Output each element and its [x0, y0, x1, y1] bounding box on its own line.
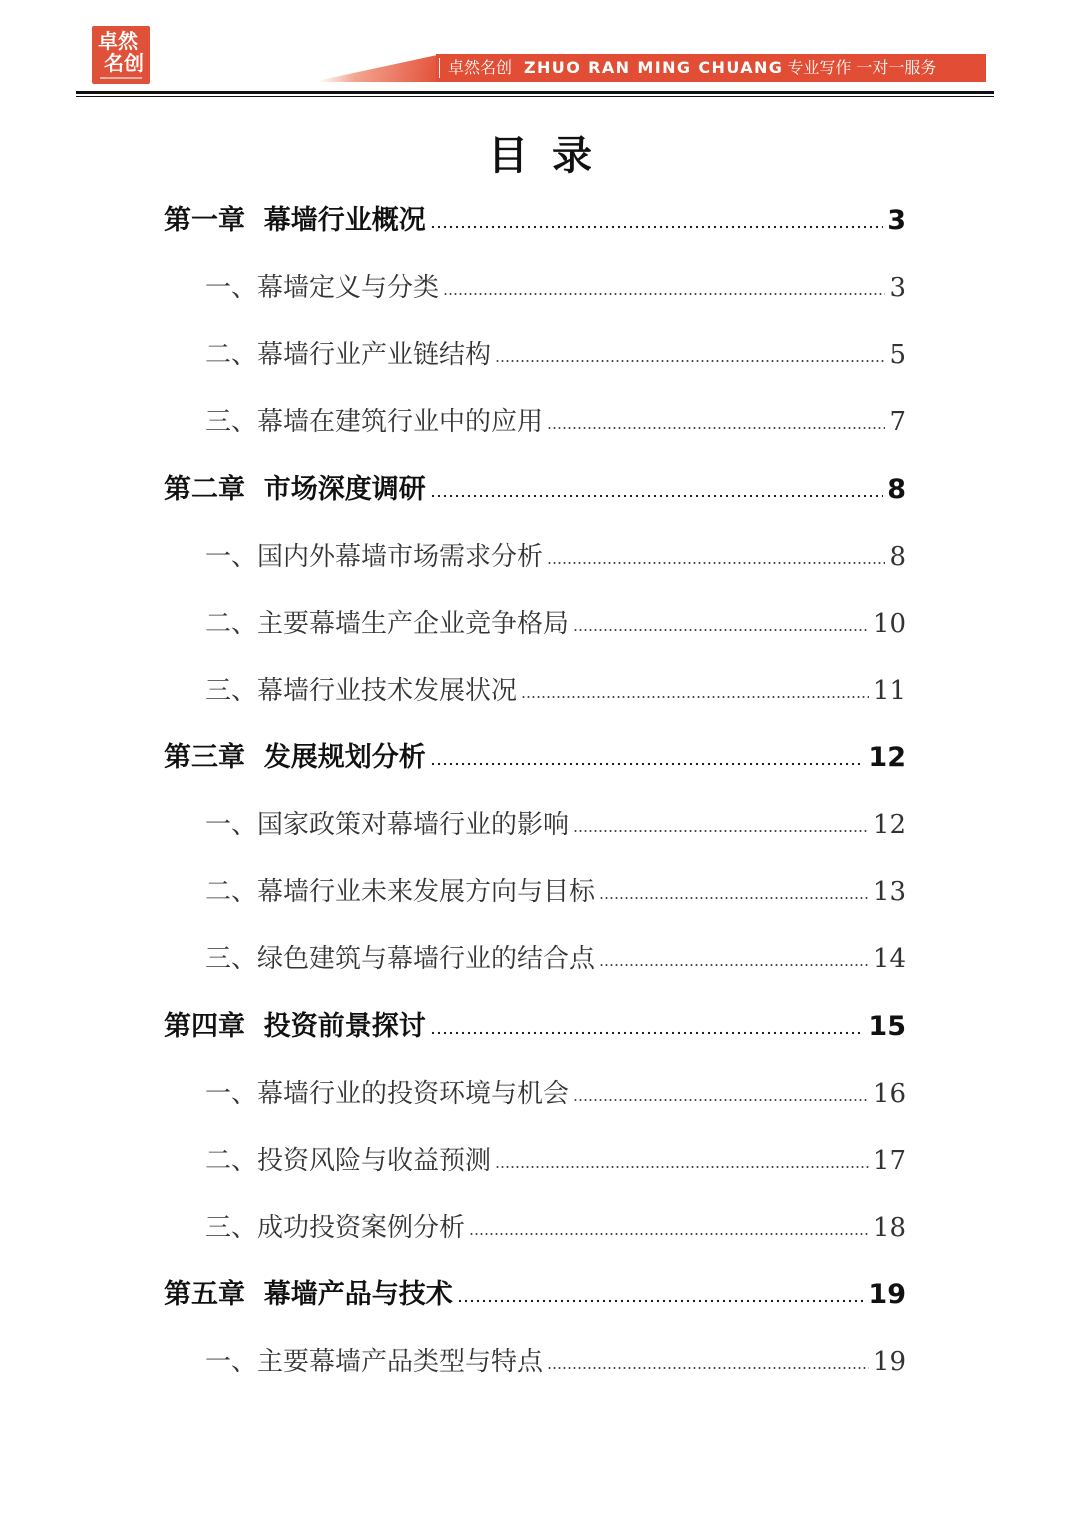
toc-page-number: 14 — [872, 944, 906, 974]
dot-leader — [457, 1298, 865, 1304]
toc-section[interactable] — [205, 673, 906, 709]
toc-section[interactable] — [205, 1344, 906, 1380]
header-rule-thin — [76, 96, 994, 97]
logo-underline — [100, 77, 142, 79]
toc-chapter[interactable] — [164, 740, 906, 776]
toc-section[interactable] — [205, 941, 906, 977]
dot-leader — [573, 1097, 869, 1103]
toc-section[interactable] — [205, 270, 906, 306]
toc-page-number: 3 — [887, 205, 906, 236]
logo-text-line2: 名创 — [104, 51, 144, 75]
dot-leader — [430, 1030, 865, 1036]
toc-chapter[interactable] — [164, 1277, 906, 1313]
toc-entry-title: 三、幕墙行业技术发展状况 — [205, 676, 518, 706]
toc-entry-title: 三、幕墙在建筑行业中的应用 — [205, 407, 544, 437]
toc-page-number: 18 — [872, 1213, 906, 1243]
toc-entry-title: 一、主要幕墙产品类型与特点 — [205, 1347, 544, 1377]
toc-page-number: 12 — [868, 742, 906, 773]
toc-section[interactable] — [205, 539, 906, 575]
header-band — [436, 54, 986, 82]
toc-entry-title: 第二章 市场深度调研 — [164, 474, 426, 505]
toc-section[interactable] — [205, 1143, 906, 1179]
dot-leader — [430, 224, 883, 230]
toc-section[interactable] — [205, 1076, 906, 1112]
toc-entry-title: 二、幕墙行业产业链结构 — [205, 340, 492, 370]
toc-entry-title: 一、国内外幕墙市场需求分析 — [205, 542, 544, 572]
header-company-cn: 卓然名创 — [448, 58, 513, 77]
toc-chapter[interactable] — [164, 1009, 906, 1045]
toc-section[interactable] — [205, 606, 906, 642]
toc-entry-title: 第一章 幕墙行业概况 — [164, 205, 426, 236]
toc-entry-title: 三、成功投资案例分析 — [205, 1213, 466, 1243]
toc-page-number: 15 — [868, 1011, 906, 1042]
toc-page-number: 7 — [889, 407, 906, 437]
toc-page-number: 3 — [889, 273, 906, 303]
toc-entry-title: 三、绿色建筑与幕墙行业的结合点 — [205, 944, 596, 974]
dot-leader — [573, 627, 869, 633]
header-tagline: 专业写作 一对一服务 — [787, 58, 937, 77]
toc-page-number: 8 — [889, 542, 906, 572]
dot-leader — [547, 560, 885, 566]
toc-page-number: 5 — [889, 340, 906, 370]
toc-entry-title: 一、国家政策对幕墙行业的影响 — [205, 810, 570, 840]
toc-page-number: 11 — [872, 676, 906, 706]
toc-entry-title: 一、幕墙定义与分类 — [205, 273, 440, 303]
toc-section[interactable] — [205, 874, 906, 910]
dot-leader — [430, 493, 883, 499]
toc-entry-title: 第五章 幕墙产品与技术 — [164, 1279, 453, 1310]
company-logo — [92, 26, 150, 84]
dot-leader — [547, 1365, 869, 1371]
toc-page-number: 13 — [872, 877, 906, 907]
toc-section[interactable] — [205, 337, 906, 373]
dot-leader — [547, 425, 885, 431]
header-company-en: ZHUO RAN MING CHUANG — [524, 58, 784, 77]
dot-leader — [599, 895, 869, 901]
toc-section[interactable] — [205, 404, 906, 440]
toc-entry-title: 二、幕墙行业未来发展方向与目标 — [205, 877, 596, 907]
header-rule-thick — [76, 91, 994, 94]
dot-leader — [599, 962, 869, 968]
toc-section[interactable] — [205, 1210, 906, 1246]
toc-page-number: 16 — [872, 1079, 906, 1109]
toc-entry-title: 一、幕墙行业的投资环境与机会 — [205, 1079, 570, 1109]
toc-page-number: 19 — [868, 1279, 906, 1310]
dot-leader — [469, 1231, 869, 1237]
toc-page-number: 10 — [872, 609, 906, 639]
dot-leader — [430, 761, 865, 767]
toc-chapter[interactable] — [164, 472, 906, 508]
toc-chapter[interactable] — [164, 203, 906, 239]
toc-entry-title: 二、投资风险与收益预测 — [205, 1146, 492, 1176]
toc-page-number: 8 — [887, 474, 906, 505]
toc-entry-title: 第三章 发展规划分析 — [164, 742, 426, 773]
dot-leader — [495, 1164, 869, 1170]
toc-entry-title: 第四章 投资前景探讨 — [164, 1011, 426, 1042]
page-title: 目录 — [488, 133, 616, 179]
toc-entry-title: 二、主要幕墙生产企业竞争格局 — [205, 609, 570, 639]
dot-leader — [521, 694, 869, 700]
logo-text-line1: 卓然 — [98, 29, 138, 53]
header-band-divider — [439, 58, 440, 78]
header-gradient-wedge — [312, 54, 442, 82]
dot-leader — [573, 828, 869, 834]
toc-section[interactable] — [205, 807, 906, 843]
toc-page-number: 12 — [872, 810, 906, 840]
toc-page-number: 19 — [872, 1347, 906, 1377]
dot-leader — [495, 358, 885, 364]
dot-leader — [443, 291, 885, 297]
toc-page-number: 17 — [872, 1146, 906, 1176]
